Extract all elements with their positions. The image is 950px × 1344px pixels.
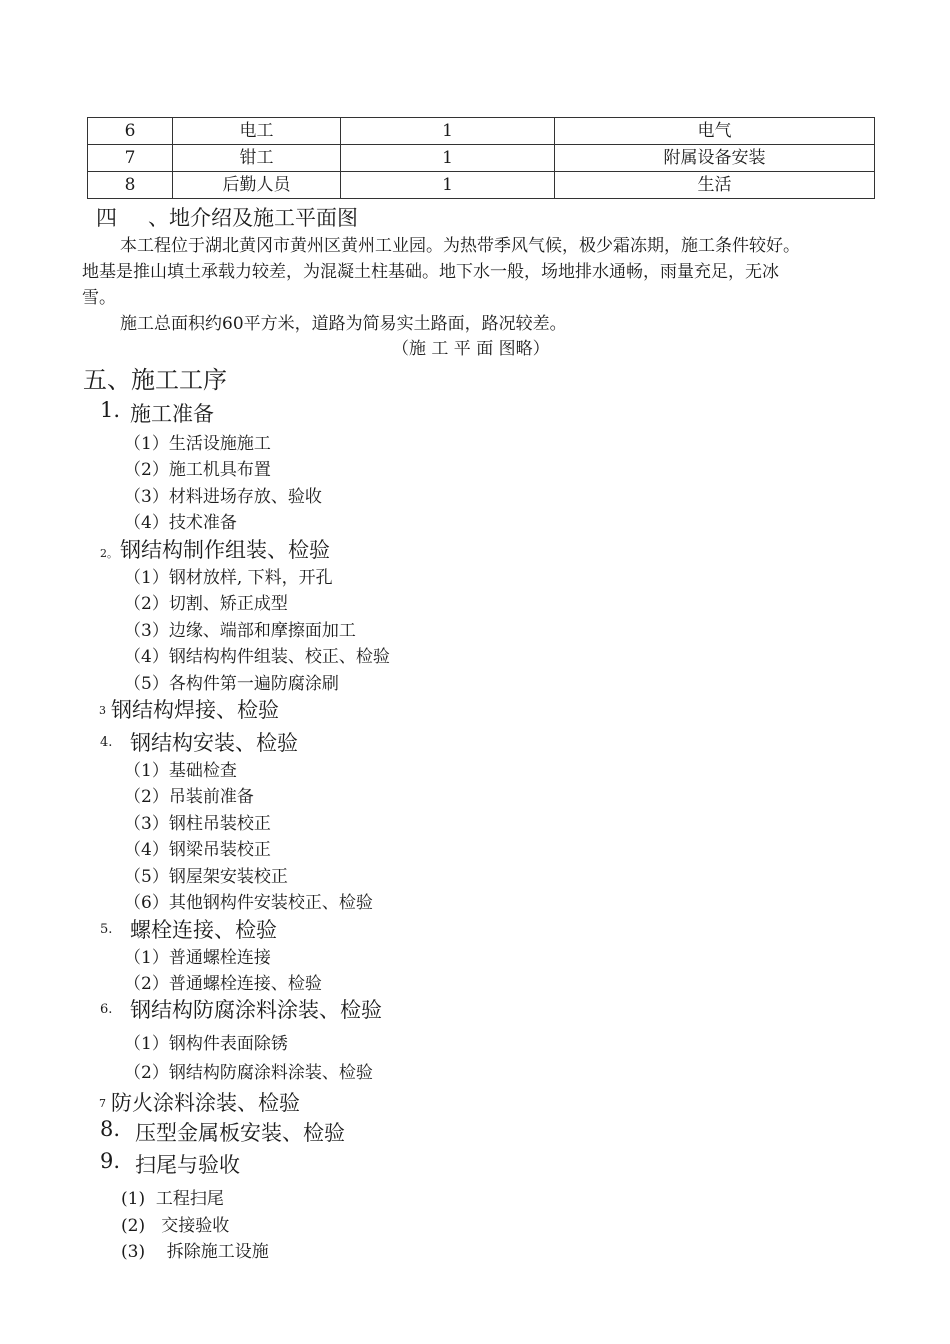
step-2-sub-2: （2）切割、矫正成型: [124, 594, 288, 614]
step-3-title: 钢结构焊接、检验: [111, 698, 279, 722]
section4-number: 四: [96, 206, 117, 230]
step-9-sub-3: (3) 拆除施工设施: [121, 1242, 269, 1262]
step-1-title: 施工准备: [130, 402, 214, 426]
step-8-title: 压型金属板安装、检验: [135, 1121, 345, 1145]
step-3-number: 3: [99, 704, 106, 717]
step-2-title: 钢结构制作组装、检验: [120, 538, 330, 562]
step-2-sub-4: （4）钢结构构件组装、校正、检验: [124, 647, 390, 667]
step-4-sub-3: （3）钢柱吊装校正: [124, 814, 271, 834]
step-2-sub-5: （5）各构件第一遍防腐涂刷: [124, 674, 339, 694]
section4-paragraph2: 施工总面积约60平方米，道路为简易实土路面，路况较差。: [120, 314, 567, 334]
table-cell-no: 6: [88, 118, 173, 145]
section4-title: 、地介绍及施工平面图: [148, 206, 358, 230]
section4-paragraph-line2: 地基是推山填土承载力较差，为混凝土柱基础。地下水一般，场地排水通畅，雨量充足，无冰: [82, 262, 779, 282]
table-cell-count: 1: [341, 118, 555, 145]
table-row: [88, 118, 875, 145]
step-8-number: 8.: [100, 1117, 121, 1141]
step-7-title: 防火涂料涂装、检验: [111, 1091, 300, 1115]
table-cell-role: 钳工: [173, 145, 341, 172]
step-6-number: 6.: [100, 1002, 113, 1017]
table-cell-no: 7: [88, 145, 173, 172]
step-1-sub-1: （1）生活设施施工: [124, 434, 271, 454]
step-4-sub-1: （1）基础检查: [124, 761, 237, 781]
step-5-number: 5.: [100, 922, 113, 937]
table-cell-count: 1: [341, 145, 555, 172]
step-1-sub-4: （4）技术准备: [124, 513, 237, 533]
step-4-number: 4.: [100, 735, 113, 750]
table-cell-role: 电工: [173, 118, 341, 145]
step-1-sub-2: （2）施工机具布置: [124, 460, 271, 480]
step-6-sub-2: （2）钢结构防腐涂料涂装、检验: [124, 1063, 373, 1083]
table-cell-duty: 生活: [555, 172, 875, 199]
step-2-sub-1: （1）钢材放样, 下料，开孔: [124, 568, 333, 588]
step-4-sub-5: （5）钢屋架安装校正: [124, 867, 288, 887]
step-2-sub-3: （3）边缘、端部和摩擦面加工: [124, 621, 356, 641]
section4-paragraph-line1: 本工程位于湖北黄冈市黄州区黄州工业园。为热带季风气候，极少霜冻期，施工条件较好。: [120, 236, 800, 256]
step-6-sub-1: （1）钢构件表面除锈: [124, 1034, 288, 1054]
table-cell-duty: 电气: [555, 118, 875, 145]
step-9-number: 9.: [100, 1149, 121, 1173]
table-cell-no: 8: [88, 172, 173, 199]
site-plan-caption: （施 工 平 面 图略）: [392, 339, 550, 359]
step-6-title: 钢结构防腐涂料涂装、检验: [130, 998, 382, 1022]
step-1-number: 1.: [100, 398, 121, 422]
step-9-title: 扫尾与验收: [135, 1153, 240, 1177]
step-9-sub-2: (2) 交接验收: [121, 1216, 230, 1236]
step-4-title: 钢结构安装、检验: [130, 731, 298, 755]
section5-title: 五、施工工序: [83, 366, 227, 394]
section4-paragraph-line3: 雪。: [82, 288, 116, 308]
table-cell-duty: 附属设备安装: [555, 145, 875, 172]
step-5-sub-1: （1）普通螺栓连接: [124, 948, 271, 968]
step-2-number: 2。: [100, 547, 118, 560]
step-4-sub-6: （6）其他钢构件安装校正、检验: [124, 893, 373, 913]
staff-table: [87, 117, 875, 199]
step-4-sub-2: （2）吊装前准备: [124, 787, 254, 807]
step-1-sub-3: （3）材料进场存放、验收: [124, 487, 322, 507]
table-row: [88, 172, 875, 199]
step-5-sub-2: （2）普通螺栓连接、检验: [124, 974, 322, 994]
table-cell-role: 后勤人员: [173, 172, 341, 199]
step-5-title: 螺栓连接、检验: [130, 918, 277, 942]
step-4-sub-4: （4）钢梁吊装校正: [124, 840, 271, 860]
step-7-number: 7: [99, 1097, 106, 1110]
table-row: [88, 145, 875, 172]
table-cell-count: 1: [341, 172, 555, 199]
step-9-sub-1: (1) 工程扫尾: [121, 1189, 224, 1209]
